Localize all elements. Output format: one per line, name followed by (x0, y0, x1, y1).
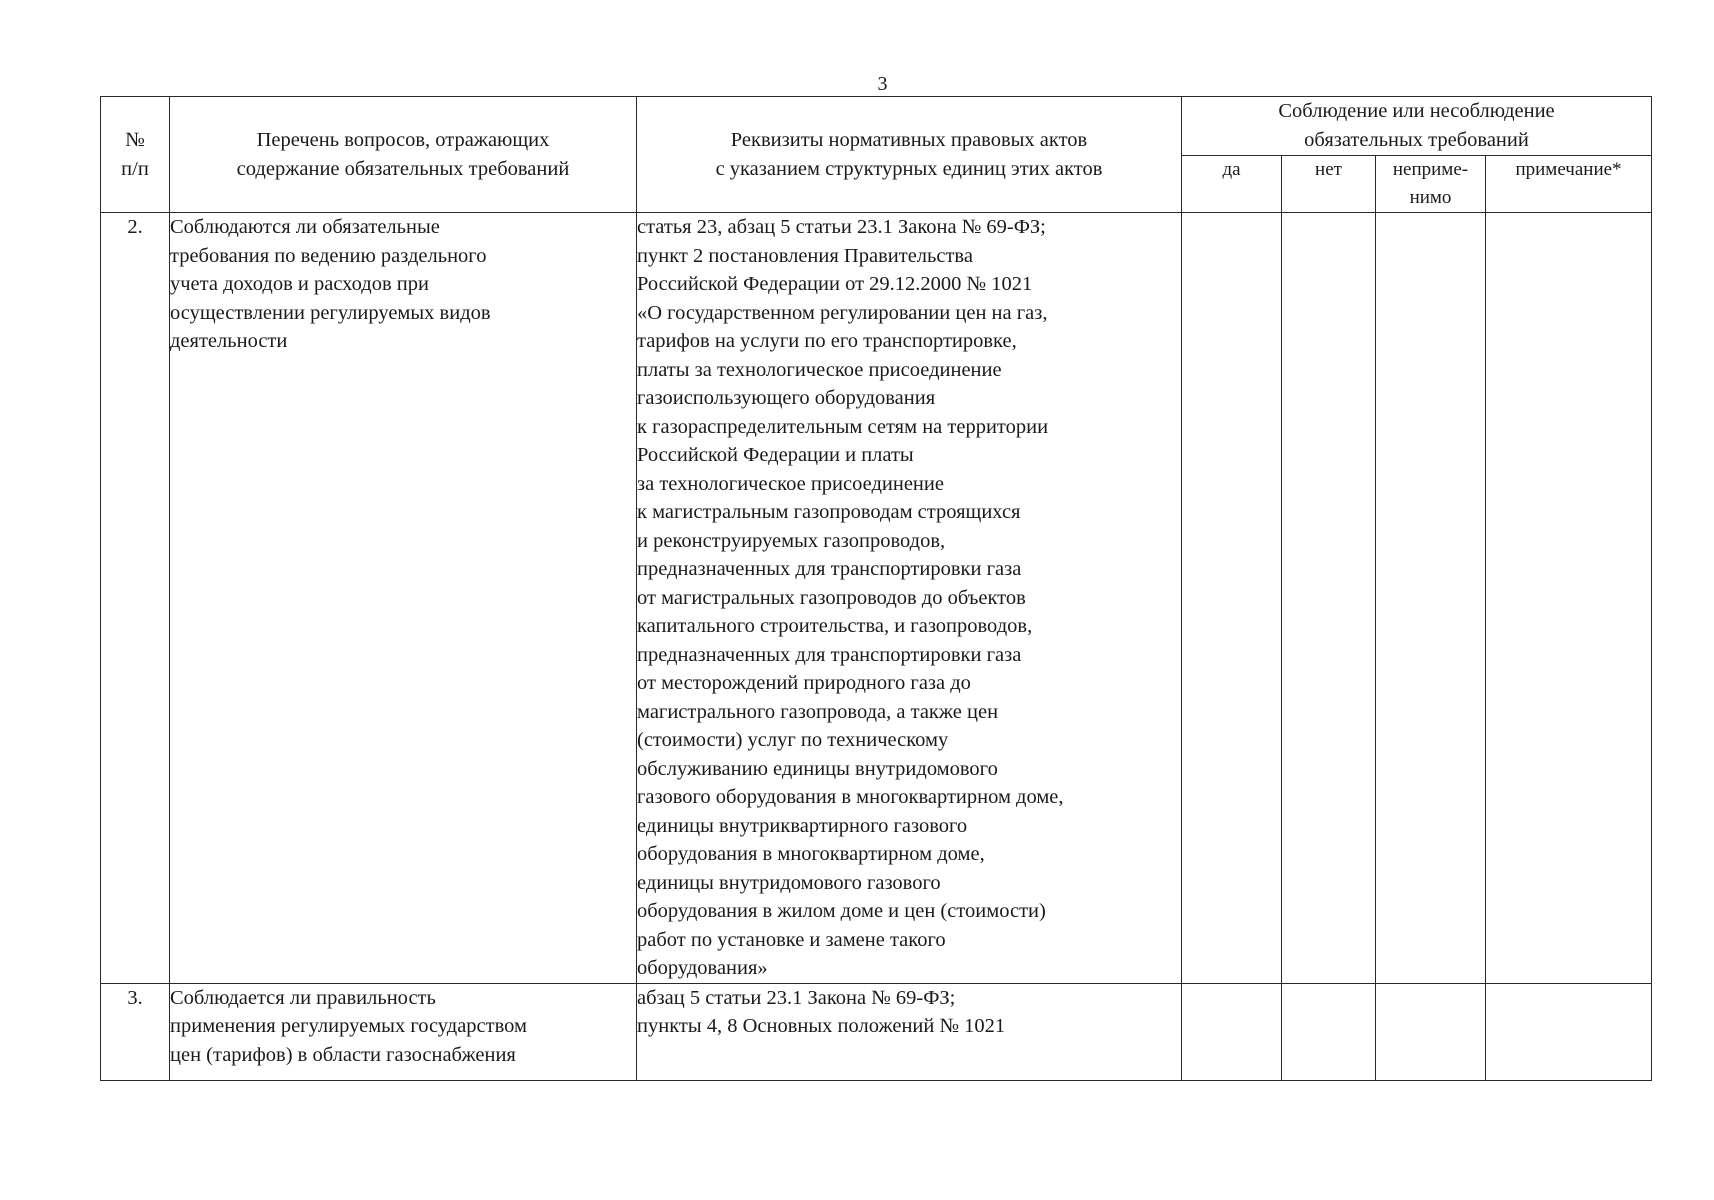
header-number-line: п/п (121, 157, 149, 180)
question-line: Соблюдаются ли обязательные (170, 216, 440, 238)
cell-not-applicable (1376, 983, 1486, 1080)
question-line: цен (тарифов) в области газоснабжения (170, 1043, 516, 1066)
table-row (101, 213, 1652, 984)
legal-acts-line: к магистральным газопроводам строящихся (637, 501, 1021, 523)
legal-acts-line: «О государственном регулировании цен на газ, (637, 301, 1048, 324)
cell-yes (1182, 983, 1282, 1080)
legal-acts-line: единицы внутридомового газового (637, 871, 941, 894)
row-legal-acts (637, 983, 1182, 1080)
legal-acts-line: единицы внутриквартирного газового (637, 814, 968, 837)
question-line: деятельности (170, 330, 288, 352)
cell-note (1486, 983, 1652, 1080)
legal-acts-line: и реконструируемых газопроводов, (637, 529, 946, 552)
legal-acts-line: платы за технологическое присоединение (637, 358, 1002, 381)
cell-yes (1182, 213, 1282, 984)
question-line: применения регулируемых государством (170, 1015, 527, 1037)
cell-note (1486, 213, 1652, 984)
question-line: учета доходов и расходов при (170, 273, 429, 295)
table-header-row (101, 97, 1652, 156)
legal-acts-line: газового оборудования в многоквартирном доме, (637, 786, 1064, 808)
legal-acts-line: за технологическое присоединение (637, 472, 944, 495)
legal-acts-line: магистрального газопровода, а также цен (637, 700, 999, 723)
page-number: 3 (877, 73, 888, 95)
legal-acts-line: Российской Федерации и платы (637, 444, 914, 466)
header-number-line: № (125, 128, 145, 151)
legal-acts-line: тарифов на услуги по его транспортировке, (637, 330, 1017, 352)
legal-acts-line: (стоимости) услуг по техническому (637, 729, 949, 751)
row-legal-acts (637, 213, 1182, 984)
legal-acts-line: оборудования» (637, 957, 768, 979)
row-number: 3. (101, 983, 170, 1080)
cell-no (1282, 213, 1376, 984)
cell-not-applicable (1376, 213, 1486, 984)
header-questions-line: Перечень вопросов, отражающих (256, 128, 550, 151)
legal-acts-line: к газораспределительным сетям на территории (637, 415, 1049, 438)
row-question (170, 213, 637, 984)
legal-acts-line: предназначенных для транспортировки газа (637, 643, 1022, 666)
legal-acts-line: газоиспользующего оборудования (637, 387, 936, 409)
header-not-applicable (1376, 156, 1486, 213)
legal-acts-line: от месторождений природного газа до (637, 672, 971, 694)
header-legal-acts (637, 97, 1182, 213)
header-compliance (1182, 97, 1652, 156)
legal-acts-line: предназначенных для транспортировки газа (637, 558, 1022, 580)
table-row (101, 983, 1652, 1080)
legal-acts-line: от магистральных газопроводов до объектов (637, 586, 1026, 609)
header-not-applicable-line: нимо (1409, 187, 1452, 208)
header-legal-acts-line: Реквизиты нормативных правовых актов (730, 128, 1088, 151)
legal-acts-line: абзац 5 статьи 23.1 Закона № 69-ФЗ; (637, 986, 956, 1009)
header-number (101, 97, 170, 213)
legal-acts-line: работ по установке и замене такого (637, 928, 946, 951)
header-questions-line: содержание обязательных требований (236, 157, 570, 180)
header-compliance-line: Соблюдение или несоблюдение (1278, 100, 1555, 122)
question-line: требования по ведению раздельного (170, 244, 487, 267)
header-yes: да (1182, 156, 1282, 213)
cell-no (1282, 983, 1376, 1080)
question-line: осуществлении регулируемых видов (170, 301, 491, 324)
row-question (170, 983, 637, 1080)
header-not-applicable-line: неприме- (1392, 159, 1469, 180)
legal-acts-line: Российской Федерации от 29.12.2000 № 1021 (637, 273, 1033, 295)
legal-acts-line: статья 23, абзац 5 статьи 23.1 Закона № 69-ФЗ; (637, 216, 1046, 238)
legal-acts-line: обслуживанию единицы внутридомового (637, 757, 998, 780)
header-legal-acts-line: с указанием структурных единиц этих актов (715, 157, 1103, 180)
requirements-table (100, 96, 1652, 1081)
header-compliance-line: обязательных требований (1304, 129, 1529, 151)
row-number: 2. (101, 213, 170, 984)
header-no: нет (1282, 156, 1376, 213)
legal-acts-line: пункты 4, 8 Основных положений № 1021 (637, 1015, 1006, 1037)
legal-acts-line: оборудования в многоквартирном доме, (637, 843, 985, 865)
header-note: примечание* (1486, 156, 1652, 213)
question-line: Соблюдается ли правильность (170, 986, 436, 1009)
legal-acts-line: оборудования в жилом доме и цен (стоимости) (637, 900, 1046, 922)
legal-acts-line: капитального строительства, и газопроводов, (637, 615, 1033, 637)
legal-acts-line: пункт 2 постановления Правительства (637, 244, 973, 267)
header-questions (170, 97, 637, 213)
